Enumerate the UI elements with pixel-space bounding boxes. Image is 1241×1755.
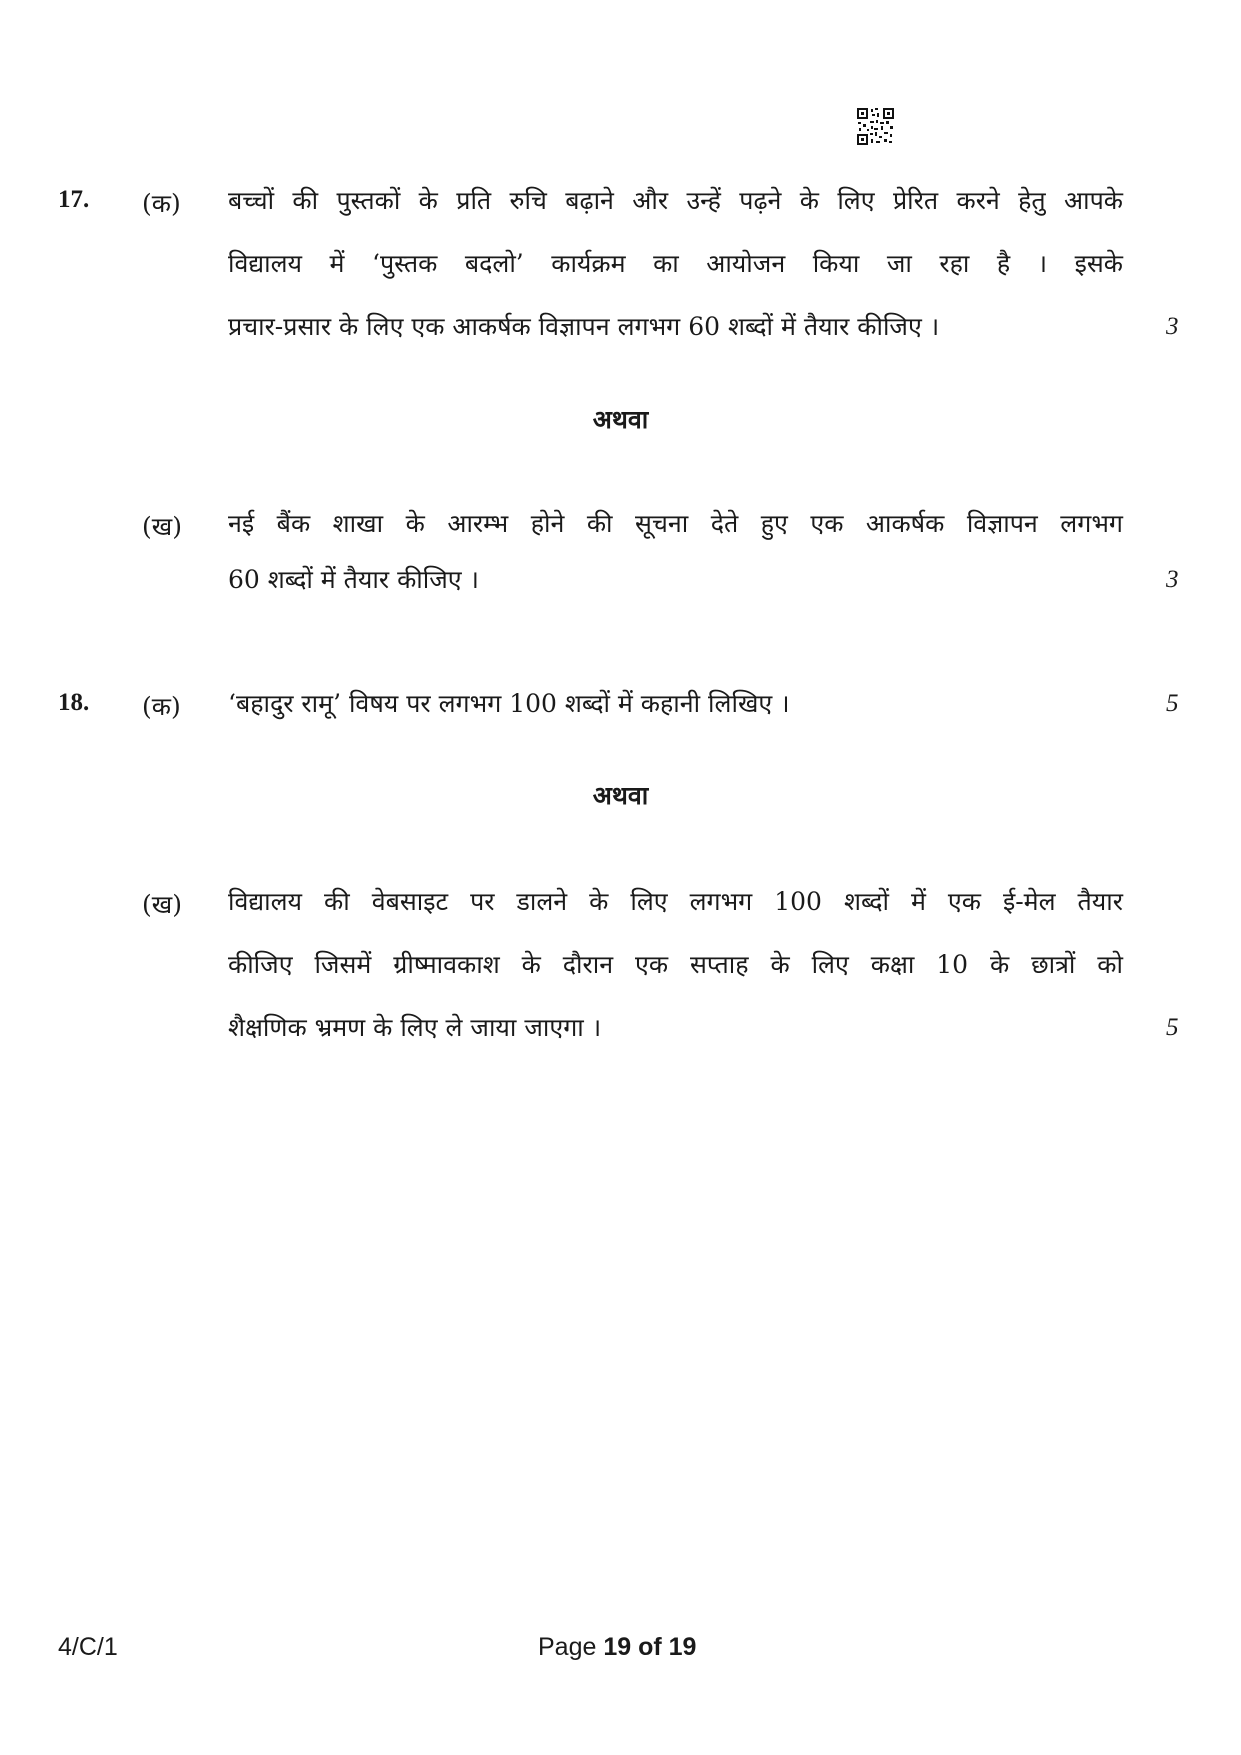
question-17a-line-1: बच्चों की पुस्तकों के प्रति रुचि बढ़ाने और उन्हें पढ़ने के लिए प्रेरित करने हेतु आपके xyxy=(228,186,1123,215)
page-prefix: Page xyxy=(538,1633,604,1661)
question-number-17: 17. xyxy=(58,186,90,213)
marks-18-a: 5 xyxy=(1166,690,1179,717)
marks-17-a: 3 xyxy=(1166,313,1179,340)
page-number xyxy=(538,1633,696,1662)
question-18b-line-3: शैक्षणिक भ्रमण के लिए ले जाया जाएगा । xyxy=(228,1013,602,1042)
question-17b-line-1: नई बैंक शाखा के आरम्भ होने की सूचना देते हुए एक आकर्षक विज्ञापन लगभग xyxy=(228,509,1123,538)
qr-code-icon xyxy=(857,108,894,145)
or-divider-17: अथवा xyxy=(592,405,649,434)
question-17a-line-3: प्रचार-प्रसार के लिए एक आकर्षक विज्ञापन लगभग 60 शब्दों में तैयार कीजिए । xyxy=(228,312,940,341)
page-of: of xyxy=(631,1633,669,1661)
or-divider-18: अथवा xyxy=(592,781,649,810)
question-18b-line-2: कीजिए जिसमें ग्रीष्मावकाश के दौरान एक सप्ताह के लिए कक्षा 10 के छात्रों को xyxy=(228,950,1123,979)
page-total: 19 xyxy=(668,1633,697,1661)
question-17b-line-2: 60 शब्दों में तैयार कीजिए । xyxy=(228,565,480,594)
part-label-18-a: (क) xyxy=(142,692,181,721)
marks-17-b: 3 xyxy=(1166,566,1179,593)
question-number-18: 18. xyxy=(58,689,90,716)
marks-18-b: 5 xyxy=(1166,1014,1179,1041)
question-18a-line-1: ‘बहादुर रामू’ विषय पर लगभग 100 शब्दों में कहानी लिखिए । xyxy=(228,689,790,718)
part-label-17-a: (क) xyxy=(142,189,181,218)
part-label-17-b: (ख) xyxy=(142,512,182,541)
part-label-18-b: (ख) xyxy=(142,890,182,919)
question-18b-line-1: विद्यालय की वेबसाइट पर डालने के लिए लगभग 100 शब्दों में एक ई-मेल तैयार xyxy=(228,887,1123,916)
paper-code: 4/C/1 xyxy=(58,1633,118,1661)
page-current: 19 xyxy=(603,1633,632,1661)
question-17a-line-2: विद्यालय में ‘पुस्तक बदलो’ कार्यक्रम का आयोजन किया जा रहा है । इसके xyxy=(228,249,1123,278)
